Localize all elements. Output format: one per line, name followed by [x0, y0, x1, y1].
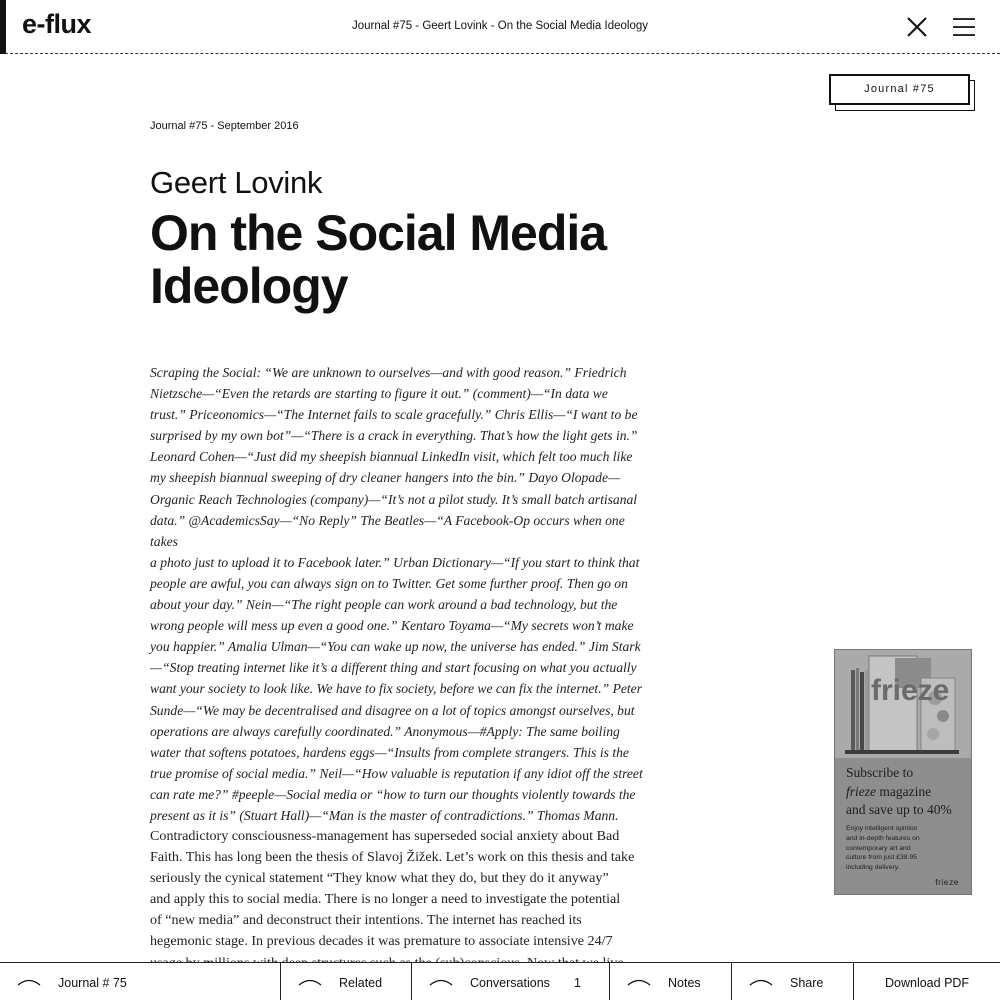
article-toolbar: [0, 962, 1000, 1000]
download-pdf-button[interactable]: [853, 963, 1000, 1000]
ad-small-line: culture from just £38.95: [846, 854, 918, 862]
epigraph-line: Leonard Cohen—“Just did my sheepish biannual LinkedIn visit, which felt too much like: [150, 449, 633, 465]
epigraph-line: present as it is” (Stuart Hall)—“Man is the master of contradictions.” Thomas Mann.: [150, 807, 619, 823]
frieze-magazine-stack-image: [835, 650, 971, 758]
epigraph-line: Sunde—“We may be decentralised and disagree on a lot of topics amongst ourselves, but: [150, 702, 635, 718]
journal-badge-button[interactable]: Journal #75: [829, 74, 970, 105]
article-body-paragraph: [150, 826, 650, 974]
ad-headline-line: [846, 783, 968, 802]
ad-headline-line: and save up to 40%: [846, 802, 952, 817]
article-epigraph: [150, 362, 650, 826]
tab-journal-label: Journal # 75: [58, 976, 127, 990]
epigraph-line: data.” @AcademicsSay—“No Reply” The Beatles—“A Facebook-Op occurs when one takes: [150, 512, 625, 549]
epigraph-line: about your day.” Nein—“The right people can work around a bad technology, but the: [150, 597, 618, 613]
article-title-line: On the Social Media: [150, 205, 607, 261]
epigraph-line: want your society to look like. We have to fix society, before we can fix the internet.” Peter: [150, 681, 643, 697]
body-line: hegemonic stage. In previous decades it was premature to associate intensive 24/7: [150, 933, 613, 950]
epigraph-line: —“Stop treating internet like it’s a different thing and start focusing on what you actually: [150, 660, 637, 676]
site-header: [0, 0, 1000, 54]
epigraph-line: surprised by my own bot”—“There is a crack in everything. That’s how the light gets in.”: [150, 428, 638, 444]
epigraph-line: a photo just to upload it to Facebook later.” Urban Dictionary—“If you start to think that: [150, 554, 640, 570]
body-line: and apply this to social media. There is no longer a need to investigate the potential: [150, 891, 621, 908]
caret-up-icon: [627, 978, 651, 986]
epigraph-line: Organic Reach Technologies (company)—“It’s not a pilot study. It’s small batch artisanal: [150, 491, 638, 507]
caret-up-icon: [298, 978, 322, 986]
epigraph-line: people are awful, you can always sign on to Twitter. Get some further proof. Then go on: [150, 575, 628, 591]
epigraph-line: operations are always carefully coordinated.” Anonymous—#Apply: The same boiling: [150, 723, 620, 739]
issue-date-line[interactable]: Journal #75 - September 2016: [150, 120, 299, 132]
ad-description: [846, 824, 946, 873]
tab-related[interactable]: [280, 963, 411, 1000]
ad-small-line: and in-depth features on: [846, 834, 920, 842]
epigraph-line: Nietzsche—“Even the retards are starting to figure it out.” (comment)—“In data we: [150, 386, 608, 402]
caret-up-icon: [17, 978, 41, 986]
tab-notes[interactable]: [609, 963, 731, 1000]
epigraph-line: Scraping the Social: “We are unknown to ourselves—and with good reason.” Friedrich: [150, 365, 627, 380]
ad-headline-rest: magazine: [876, 783, 932, 799]
ad-headline-line: Subscribe to: [846, 765, 914, 780]
header-article-title: Journal #75 - Geert Lovink - On the Social Media Ideology: [352, 20, 648, 32]
download-pdf-label: Download PDF: [885, 976, 970, 990]
ad-small-line: Enjoy intelligent opinion: [846, 825, 918, 832]
eflux-logo[interactable]: e-flux: [22, 9, 92, 39]
conversations-count: 1: [574, 976, 581, 990]
caret-up-icon: [749, 978, 773, 986]
ad-headline: [846, 764, 968, 820]
epigraph-line: can rate me?” #peeple—Social media or “how to turn our thoughts violently towards the: [150, 786, 636, 802]
epigraph-line: trust.” Priceonomics—“The Internet fails to scale gracefully.” Chris Ellis—“I want to be: [150, 407, 638, 423]
tab-journal[interactable]: [0, 963, 280, 1000]
epigraph-line: my sheepish biannual sweeping of dry cleaner hangers into the bin.” Dayo Olopade—: [150, 470, 621, 486]
body-line: seriously the cynical statement “They know what they do, but they do it anyway”: [150, 870, 609, 887]
tab-share-label: Share: [790, 976, 824, 990]
ad-small-line: including delivery.: [846, 864, 900, 872]
body-line: of “new media” and deconstruct their intentions. The internet has reached its: [150, 912, 582, 929]
article-title-line: Ideology: [150, 258, 348, 314]
ad-brand-name: frieze: [935, 877, 959, 887]
tab-share[interactable]: [731, 963, 853, 1000]
hamburger-menu-icon[interactable]: [952, 17, 976, 37]
tab-conversations-label: Conversations: [470, 976, 550, 990]
ad-logo-text: frieze: [871, 674, 950, 707]
body-line: Faith. This has long been the thesis of Slavoj Žižek. Let’s work on this thesis and take: [150, 849, 635, 866]
article-title: [150, 207, 710, 313]
ad-small-line: contemporary art and: [846, 844, 911, 852]
close-icon[interactable]: [906, 16, 928, 38]
epigraph-line: true promise of social media.” Neil—“How valuable is reputation if any idiot off the street: [150, 765, 643, 781]
frieze-subscription-ad[interactable]: [834, 649, 972, 895]
ad-image-area: [835, 650, 971, 758]
ad-headline-italic: frieze: [846, 783, 876, 799]
article-author[interactable]: Geert Lovink: [150, 165, 323, 200]
epigraph-line: wrong people will mess up even a good one.” Kentaro Toyama—“My secrets won’t make: [150, 618, 634, 634]
epigraph-line: you happier.” Amalia Ulman—“You can wake up now, the universe has ended.” Jim Stark: [150, 639, 641, 655]
caret-up-icon: [429, 978, 453, 986]
tab-related-label: Related: [339, 976, 383, 990]
tab-conversations[interactable]: [411, 963, 609, 1000]
epigraph-line: water that softens potatoes, hardens eggs—“Insults from complete strangers. This is the: [150, 744, 629, 760]
tab-notes-label: Notes: [668, 976, 701, 990]
body-line: Contradictory consciousness-management has superseded social anxiety about Bad: [150, 828, 620, 844]
